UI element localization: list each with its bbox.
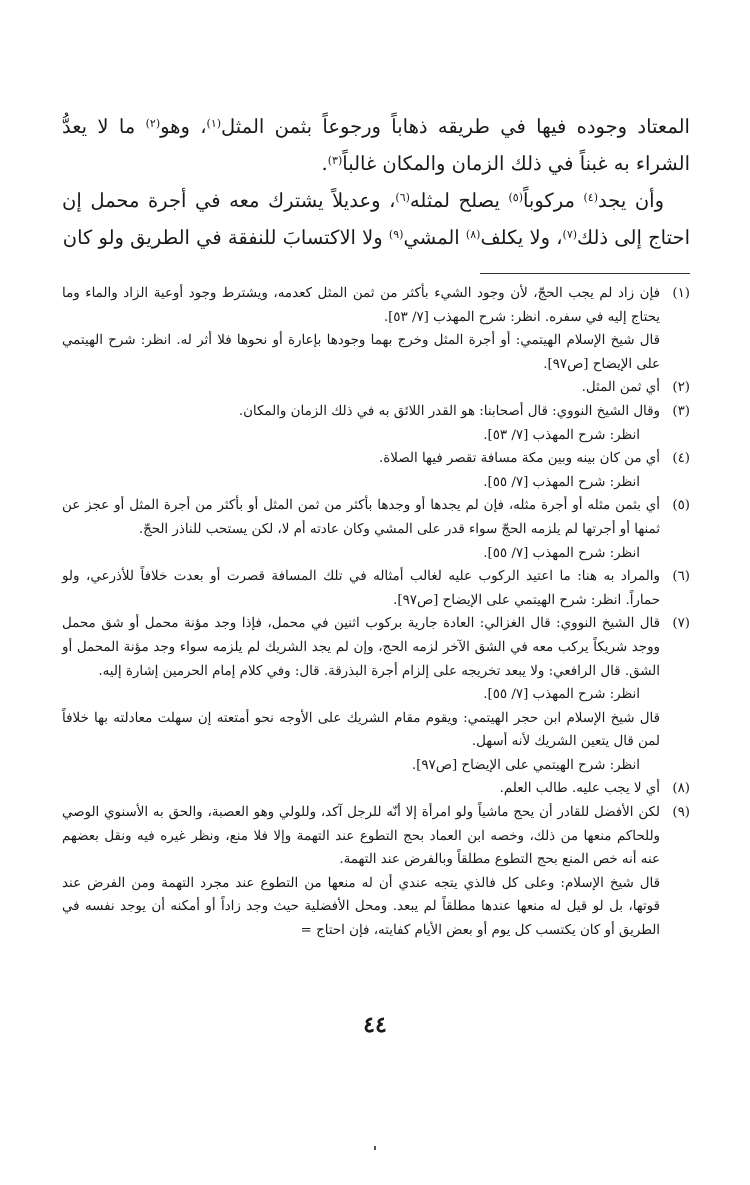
footnote-text: أي من كان بينه وبين مكة مسافة تقصر فيها الصلاة. [379, 451, 660, 467]
footnote-text: انظر: شرح المهذب [٧/ ٥٣]. [483, 427, 640, 443]
footnote-text: أي ثمن المثل. [581, 380, 660, 396]
footnote-text: فإن زاد لم يجب الحجّ، لأن وجود الشيء بأكثر من ثمن المثل كعدمه، ويشترط وجود أوعية الزاد والماء وما يحتاج إليه في سفره. انظر: شرح المهذب [٧/ ٥٣]. [62, 286, 660, 325]
footnote-text: قال شيخ الإسلام الهيتمي: أو أجرة المثل وخرج بهما وجودها بإعارة أو نحوها فلا أثر له. انظر: شرح الهيتمي على الإيضاح [ص٩٧]. [62, 333, 660, 372]
footnote-text: قال الشيخ النووي: قال الغزالي: العادة جارية بركوب اثنين في محمل، فإذا وجد مؤنة محمل أو شق محمل ووجد شريكاً يركب معه في الشق الآخر لزمه الحج، وإن لم يجد الشريك لم يلزمه سواء وجد مؤنة المحمل أو الشق. قال الرافعي: ولا يبعد تخريجه على إلزام أجرة البذرقة. قال: وفي كلام إمام الحرمين إشارة إليه. [62, 616, 660, 679]
footnote-ref: (٧) [562, 227, 578, 241]
main-paragraph [62, 182, 690, 256]
footnote [62, 376, 690, 400]
text-run: ولا الاكتسابَ للنفقة في الطريق ولو كان [62, 226, 389, 249]
footnote [62, 565, 690, 612]
footnote [62, 400, 690, 447]
footnote-number: (٨) [672, 781, 690, 797]
footnote-text: قال شيخ الإسلام: وعلى كل فالذي يتجه عندي أن له منعها من التطوع عند مجرد التهمة ومن الفرض عند قوتها، بل لو قيل له منعها عندها مطلقاً لم يبعد. ومحل الأفضلية حيث وجد زاداً أو أمكنه أن يوجد نفسه في الطريق أو كان يكتسب كل يوم أو بعض الأيام كفايته، فإن احتاج = [62, 875, 660, 939]
footnote-number: (٧) [672, 616, 690, 632]
footnote-text: والمراد به هنا: ما اعتيد الركوب عليه لغالب أمثاله في تلك المسافة قصرت أو بعدت خلافاً للأذرعي، ولو حماراً. انظر: شرح الهيتمي على الإيضاح [ص٩٧]. [62, 569, 660, 608]
text-run: . [321, 152, 328, 175]
footnote-ref: (٤) [583, 190, 599, 204]
footnote-separator [480, 273, 690, 274]
footnote [62, 777, 690, 801]
footnote-text: وقال الشيخ النووي: قال أصحابنا: هو القدر اللائق به في ذلك الزمان والمكان. [238, 403, 660, 419]
footnote-number: (١) [672, 286, 690, 301]
text-run: وأن يجد [598, 189, 664, 212]
footnote-text: انظر: شرح المهذب [٧/ ٥٥]. [483, 545, 640, 561]
text-run: المشي [403, 226, 466, 249]
footnote-ref: (٢) [145, 116, 161, 130]
main-text [62, 108, 690, 256]
footnote-body [62, 282, 660, 376]
footnote-text: أي بثمن مثله أو أجرة مثله، فإن لم يجدها أو وجدها بأكثر من ثمن المثل أو بأكثر من أجرة المثل أو عجز عن ثمنها أو أجرتها لم يلزمه الحجّ سواء قدر على المشي وكان عادته أم لا، لكن يستحب للناذر الحجّ. [62, 498, 660, 537]
footnote-body [62, 376, 660, 400]
footnote-body [62, 400, 660, 447]
footnote-body [62, 612, 660, 777]
footnote-ref: (٩) [388, 227, 404, 241]
footnote-ref: (٣) [327, 153, 343, 167]
footnote-ref: (٦) [395, 190, 410, 204]
footnote-number: (٣) [672, 403, 690, 419]
page-content [62, 108, 690, 943]
footnote [62, 801, 690, 943]
main-paragraph [62, 108, 690, 182]
footnote-text: انظر: شرح الهيتمي على الإيضاح [ص٩٧]. [411, 757, 640, 773]
text-run: يصلح لمثله [409, 189, 509, 212]
footnote-body [62, 494, 660, 565]
footnote-number: (٥) [672, 498, 690, 514]
footnote-text: انظر: شرح المهذب [٧/ ٥٥]. [483, 474, 640, 490]
footnote-body [62, 565, 660, 612]
text-run: ، وعديلاً يشترك معه في أجرة محمل إن احتاج إلى ذلك [62, 189, 690, 249]
footnote-number: (٤) [672, 451, 690, 467]
text-run: ، وهو [160, 115, 207, 138]
text-run: المعتاد وجوده فيها في طريقه ذهاباً ورجوعاً بثمن المثل [221, 115, 690, 138]
footnote-body [62, 777, 660, 801]
page-number: ٤٤ [363, 1012, 387, 1038]
footnote-number: (٢) [672, 380, 690, 396]
footnote [62, 612, 690, 777]
footnote [62, 447, 690, 494]
footnote-ref: (٨) [465, 227, 481, 241]
footnote-number: (٦) [672, 569, 690, 585]
footnote-number: (٩) [672, 805, 690, 821]
text-run: ، ولا يكلف [480, 226, 563, 249]
footnote-text: أي لا يجب عليه. طالب العلم. [499, 781, 660, 797]
footnote-body [62, 801, 660, 943]
footnote-text: انظر: شرح المهذب [٧/ ٥٥]. [483, 687, 640, 703]
text-run: ما لا يعدُّ الشراء به غبناً في ذلك الزمان والمكان غالباً [62, 115, 690, 175]
footnote-body [62, 447, 660, 494]
footnote-text: قال شيخ الإسلام ابن حجر الهيتمي: ويقوم مقام الشريك على الأوجه نحو أمتعته إن سهلت معادلته بها خلافاً لمن قال يتعين الشريك لأنه أسهل. [62, 710, 660, 750]
footnote [62, 494, 690, 565]
footnote-ref: (١) [206, 116, 222, 130]
footnote-ref: (٥) [508, 190, 523, 204]
footnotes [62, 282, 690, 943]
footnote-text: لكن الأفضل للقادر أن يحج ماشياً ولو امرأة إلا أنّه للرجل آكد، وللولي وهو العصبة، والحق به الأسنوي الوصي وللحاكم منعها من ذلك، وخصه ابن العماد بحج التطوع عند التهمة وإلا فلا منع، ونظر غيره فيه ونقل بعضهم عنه أنه خص المنع بحج التطوع مطلقاً وبالفرض عند التهمة. [62, 805, 660, 868]
text-run: مركوباً [522, 189, 584, 212]
footnote [62, 282, 690, 376]
print-mark [374, 1146, 376, 1150]
